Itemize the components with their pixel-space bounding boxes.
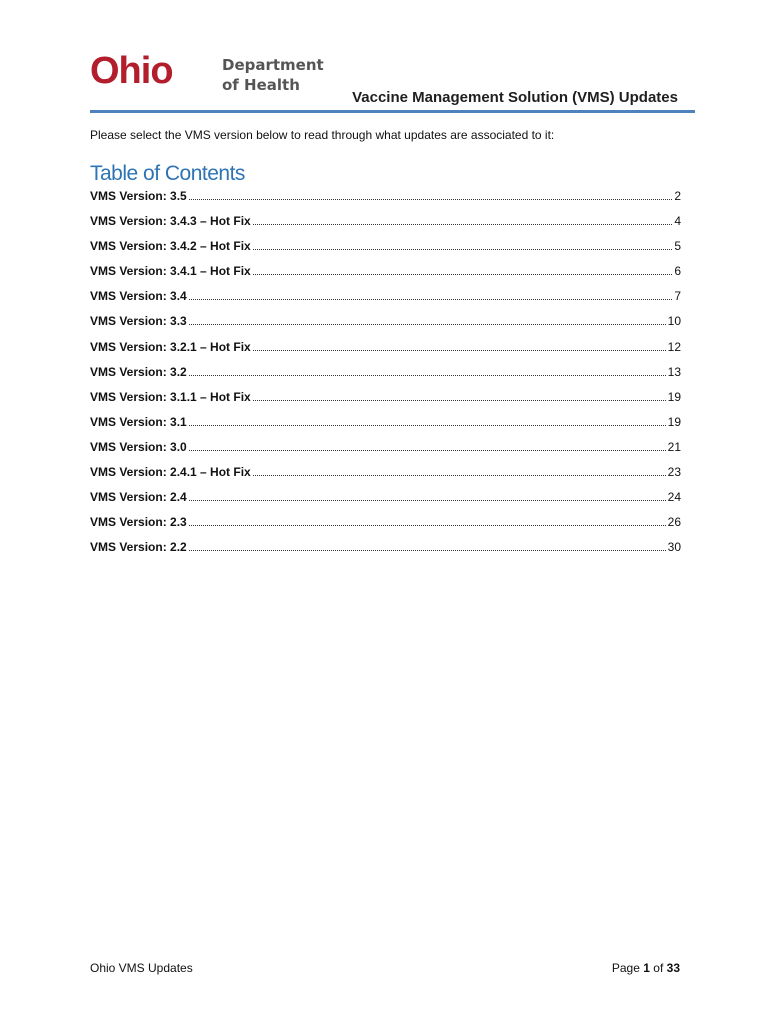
logo-department-line1: Department (222, 56, 324, 74)
toc-entry[interactable] (90, 513, 681, 538)
toc-entry-label[interactable]: VMS Version: 3.1 (90, 414, 187, 429)
footer-total-pages: 33 (666, 961, 680, 975)
toc-entry[interactable] (90, 212, 681, 237)
toc-entry-page-number[interactable]: 7 (674, 289, 681, 304)
toc-entry-label[interactable]: VMS Version: 3.1.1 – Hot Fix (90, 389, 251, 404)
footer-current-page: 1 (643, 961, 650, 975)
toc-entry[interactable] (90, 438, 681, 463)
toc-dot-leader (189, 414, 666, 426)
toc-dot-leader (189, 514, 666, 526)
toc-dot-leader (253, 263, 673, 275)
toc-entry-label[interactable]: VMS Version: 2.4.1 – Hot Fix (90, 465, 251, 480)
toc-entry-page-number[interactable]: 4 (674, 214, 681, 229)
toc-entry[interactable] (90, 413, 681, 438)
document-title: Vaccine Management Solution (VMS) Updates (352, 89, 678, 106)
toc-entry-page-number[interactable]: 30 (667, 540, 681, 555)
toc-entry[interactable] (90, 488, 681, 513)
toc-dot-leader (189, 364, 666, 376)
toc-dot-leader (253, 213, 673, 225)
toc-entry-page-number[interactable]: 10 (667, 314, 681, 329)
toc-entry-label[interactable]: VMS Version: 2.3 (90, 515, 187, 530)
toc-entry[interactable] (90, 338, 681, 363)
toc-entry-label[interactable]: VMS Version: 3.4.3 – Hot Fix (90, 214, 251, 229)
footer-page-word: Page (611, 961, 640, 975)
toc-entry-label[interactable]: VMS Version: 2.2 (90, 540, 187, 555)
toc-dot-leader (253, 238, 673, 250)
toc-entry-page-number[interactable]: 6 (674, 264, 681, 279)
footer-document-name: Ohio VMS Updates (90, 961, 193, 975)
toc-entry-label[interactable]: VMS Version: 3.2 (90, 364, 187, 379)
toc-dot-leader (189, 439, 666, 451)
toc-entry-page-number[interactable]: 2 (674, 189, 681, 203)
toc-dot-leader (189, 489, 666, 501)
toc-entry-page-number[interactable]: 23 (667, 465, 681, 480)
toc-entry-page-number[interactable]: 19 (667, 414, 681, 429)
toc-dot-leader (189, 539, 666, 551)
header-rule (90, 110, 695, 113)
logo-department-text (222, 55, 324, 95)
toc-entry-label[interactable]: VMS Version: 3.2.1 – Hot Fix (90, 339, 251, 354)
toc-entry-label[interactable]: VMS Version: 2.4 (90, 490, 187, 505)
toc-entry-page-number[interactable]: 19 (667, 389, 681, 404)
toc-dot-leader (253, 464, 666, 476)
toc-entry[interactable] (90, 363, 681, 388)
toc-dot-leader (253, 389, 666, 401)
toc-entry[interactable] (90, 262, 681, 287)
toc-entry-page-number[interactable]: 12 (667, 339, 681, 354)
intro-text: Please select the VMS version below to read through what updates are associated to it: (90, 128, 555, 142)
toc-entry[interactable] (90, 187, 681, 212)
toc-entry-page-number[interactable]: 26 (667, 515, 681, 530)
toc-entry-page-number[interactable]: 13 (667, 364, 681, 379)
toc-entry-label[interactable]: VMS Version: 3.0 (90, 439, 187, 454)
toc-entry[interactable] (90, 312, 681, 337)
footer-of-word: of (653, 961, 664, 975)
toc-entry-label[interactable]: VMS Version: 3.4.2 – Hot Fix (90, 239, 251, 254)
toc-entry[interactable] (90, 538, 681, 563)
logo-department-line2: of Health (222, 76, 300, 94)
table-of-contents (90, 187, 681, 563)
toc-dot-leader (253, 339, 666, 351)
toc-dot-leader (189, 313, 666, 325)
toc-entry[interactable] (90, 237, 681, 262)
toc-entry-page-number[interactable]: 24 (667, 490, 681, 505)
toc-heading: Table of Contents (90, 162, 245, 185)
toc-entry-label[interactable]: VMS Version: 3.5 (90, 189, 187, 203)
toc-entry-page-number[interactable]: 5 (674, 239, 681, 254)
toc-entry-label[interactable]: VMS Version: 3.4.1 – Hot Fix (90, 264, 251, 279)
toc-entry-label[interactable]: VMS Version: 3.3 (90, 314, 187, 329)
toc-entry-label[interactable]: VMS Version: 3.4 (90, 289, 187, 304)
toc-dot-leader (189, 288, 673, 300)
toc-entry[interactable] (90, 287, 681, 312)
toc-dot-leader (189, 188, 673, 200)
footer-page-number (612, 961, 680, 975)
toc-entry[interactable] (90, 388, 681, 413)
toc-entry-page-number[interactable]: 21 (667, 439, 681, 454)
logo-ohio-wordmark: Ohio (90, 50, 173, 92)
toc-entry[interactable] (90, 463, 681, 488)
